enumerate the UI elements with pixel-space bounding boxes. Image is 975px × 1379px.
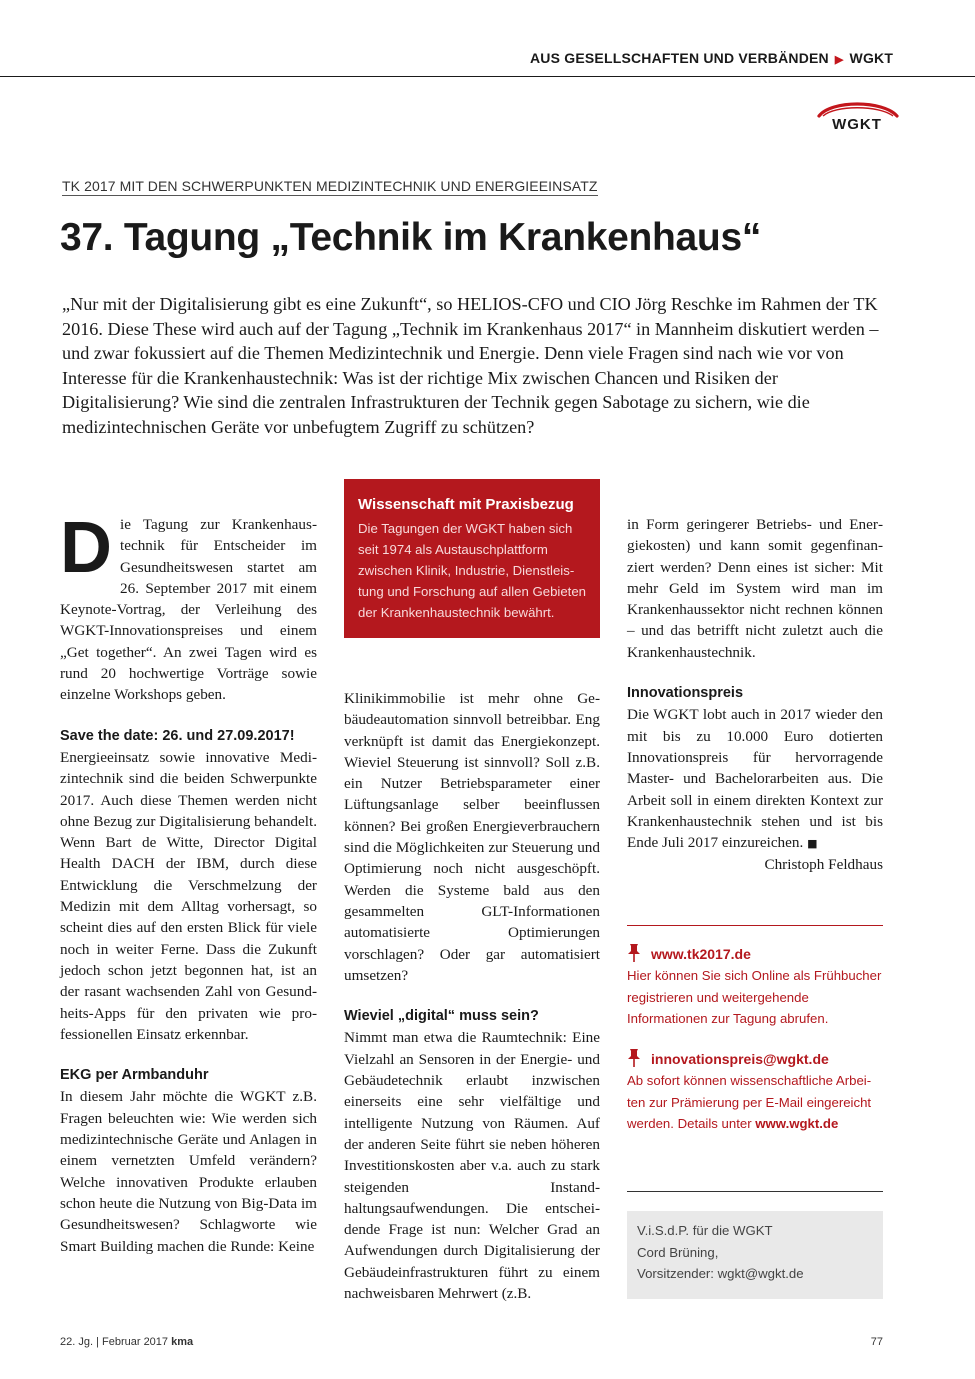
- info-box-title: Wissenschaft mit Praxisbezug: [358, 496, 574, 513]
- pushpin-icon: [627, 943, 641, 963]
- links-divider: [627, 925, 883, 926]
- end-of-article-icon: ■: [807, 837, 818, 851]
- body-paragraph: Die WGKT lobt auch in 2017 wieder den mit bis zu 10.000 Euro dotierten Innovationspreis für hervorragende Master- und Bachelorarbeiten aus. Die Arbeit soll in einem direkten Kontext zur Krankenhaustechnik stehen und ist bis Ende Juli 2017 einzureichen. ■: [627, 706, 883, 852]
- impressum-line: V.i.S.d.P. für die WGKT: [637, 1223, 773, 1238]
- body-paragraph: In diesem Jahr möchte die WGKT z.B. Fragen beleuchten wie: Wie werden sich medizintechnische Geräte und Anlagen in einem vernetzten Umfeld verändern? Welche innovativen Produkte erlauben schon heute die Nutzung von Big-Data im Gesundheitswesen? Schlagworte wie Smart Building machen die Runde: Keine: [60, 1088, 317, 1255]
- body-paragraph: Nimmt man etwa die Raumtechnik: Eine Vielzahl an Sensoren in der Energie- und Gebäudetechnik erlaubt inzwischen einerseits eine sehr vielfältige und intelligente Nutzung von Räumen. Auf der anderen Seite führt sie neben höheren Investitionskosten aber v.a. auch zu stark steigenden Instandhaltungsaufwendungen. Die entscheidende Frage ist nun: Welcher Grad an Aufwendungen durch Digitalisierung der Gebäudeinfrastrukturen führt zu einem nachweisbaren Mehrwert (z.B.: [344, 1029, 600, 1303]
- author-signature: Christoph Feldhaus: [764, 856, 883, 874]
- magazine-logo: kma: [171, 1336, 194, 1348]
- article-kicker: TK 2017 MIT DEN SCHWERPUNKTEN MEDIZINTECHNIK UND ENERGIEEINSATZ: [62, 178, 598, 194]
- section-org: WGKT: [849, 50, 894, 66]
- info-box: [344, 479, 600, 638]
- article-column-3: [627, 514, 883, 876]
- link-block-innovationspreis: [627, 1048, 885, 1134]
- page-number: 77: [870, 1336, 883, 1348]
- subheading-innovationspreis: Innovationspreis: [627, 685, 744, 702]
- link-description: Ab sofort können wissenschaftliche Arbeiten zur Prämierung per E-Mail eingereicht werden. Details unter www.wgkt.de: [627, 1073, 872, 1131]
- wgkt-logo: [813, 96, 901, 136]
- article-column-1: [60, 508, 317, 1257]
- body-paragraph: Klinikimmobilie ist mehr ohne Gebäudeautomation sinnvoll betreibbar. Eng verknüpft ist damit das Energiekonzept. Wieviel Steuerung ist sinnvoll? Soll z.B. ein Nutzer Betriebsparameter einer Lüftungsanlage selber beeinflussen können? Bei großen Energieverbrauchern sind die Möglichkeiten zur Steuerung und Optimierung noch nicht ausgeschöpft. Werden die Systeme bald aus den gesammelten GLT-Informationen automatisierte Optimierungen vorschlagen? Oder gar automatisiert umsetzen?: [344, 690, 600, 984]
- svg-text:WGKT: WGKT: [832, 116, 882, 133]
- body-paragraph: in Form geringerer Betriebs- und Energiekosten) und kann somit gegenfinanziert werden? Denn eines ist sicher: Mit mehr Geld im System wird man im Krankenhaussektor nicht rechnen können – und das betrifft nicht zuletzt auch die Krankenhaustechnik.: [627, 516, 883, 661]
- subheading-digital: Wieviel „digital“ muss sein?: [344, 1008, 539, 1025]
- section-label: AUS GESELLSCHAFTEN UND VERBÄNDEN: [530, 50, 829, 66]
- impressum-line: Cord Brüning,: [637, 1244, 719, 1260]
- article-column-2: [344, 688, 600, 1304]
- wgkt-link[interactable]: www.wgkt.de: [755, 1115, 839, 1131]
- impressum-divider: [627, 1191, 883, 1192]
- subheading-save-the-date: Save the date: 26. und 27.09.2017!: [60, 727, 295, 744]
- intro-paragraph: [60, 508, 317, 706]
- triangle-right-icon: ▶: [834, 54, 844, 66]
- innovationspreis-email-link[interactable]: innovationspreis@wgkt.de: [651, 1051, 829, 1067]
- article-lead: [62, 292, 884, 440]
- intro-text: ie Tagung zur Krankenhaustechnik für Entscheider im Gesundheitswesen startet am 26. September 2017 mit einem Keynote-Vortrag, der Verleihung des WGKT-Innovationspreises und einem „Get together“. An zwei Tagen wird es rund 20 hochwertige Vorträge sowie einzelne Workshops geben.: [60, 516, 317, 704]
- issue-info: 22. Jg. | Februar 2017: [60, 1336, 169, 1348]
- body-paragraph: Energieeinsatz sowie innovative Medizintechnik sind die beiden Schwerpunkte 2017. Auch diese Themen werden nicht ohne Bezug zur Digitalisierung behandelt. Wenn Bart de Witte, Director Digital Health DACH der IBM, durch diese Entwicklung die Verschmelzung der Medizin mit dem Alltag vorhersagt, so scheint dies auf den ersten Blick für viele noch in weiter Ferne. Dass die Zukunft jedoch schon jetzt begonnen hat, ist an der rasant wachsenden Zahl von Gesundheits-Apps für den privaten wie professionellen Einsatz erkennbar.: [60, 748, 317, 1043]
- page-footer: [60, 1336, 193, 1348]
- article-title: 37. Tagung „Technik im Krankenhaus“: [60, 216, 762, 259]
- drop-cap: D: [60, 508, 112, 588]
- subheading-ekg: EKG per Armbanduhr: [60, 1067, 209, 1084]
- impressum-box: [627, 1211, 883, 1299]
- link-description: Hier können Sie sich Online als Frühbucher registrieren und weitergehende Informationen zur Tagung abrufen.: [627, 968, 882, 1026]
- info-box-text: Die Tagungen der WGKT haben sich seit 1974 als Austauschplattform zwischen Klinik, Industrie, Dienstleistung und Forschung auf allen Gebieten der Krankenhaustechnik bewährt.: [358, 521, 587, 620]
- lead-paragraph: „Nur mit der Digitalisierung gibt es eine Zukunft“, so HELIOS-CFO und CIO Jörg Reschke im Rahmen der TK 2016. Diese These wird auch auf der Tagung „Technik im Krankenhaus 2017“ in Mannheim diskutiert werden – und zwar fokussiert auf die Themen Medizintechnik und Energie. Denn viele Fragen sind nach wie vor von Interesse für die Krankenhaustechnik: Was ist der richtige Mix zwischen Chancen und Risiken der Digitalisierung? Wie sind die zentralen Infrastrukturen der Technik gegen Sabotage zu sichern, wie die medizintechnischen Geräte vor unbefugtem Zugriff zu schützen?: [62, 294, 879, 437]
- link-block-tk2017: [627, 943, 885, 1029]
- header-divider: [0, 76, 975, 77]
- tk2017-link[interactable]: www.tk2017.de: [651, 946, 751, 962]
- impressum-line: Vorsitzender: wgkt@wgkt.de: [637, 1266, 804, 1281]
- section-header: [530, 50, 894, 66]
- pushpin-icon: [627, 1048, 641, 1068]
